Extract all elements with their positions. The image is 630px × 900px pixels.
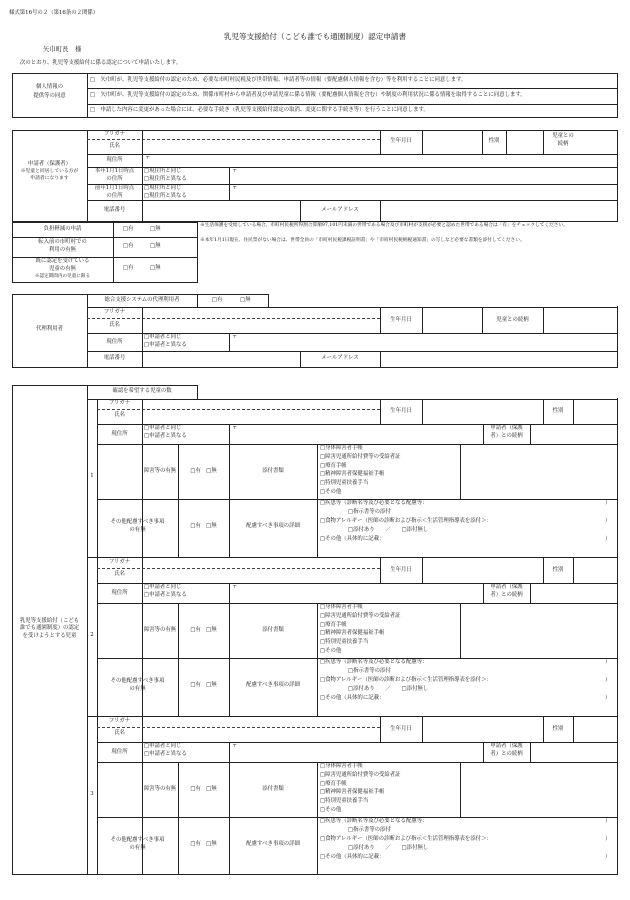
child-2-gender-label: 性別 bbox=[552, 567, 564, 573]
applicant-postal-mark: 〒 bbox=[145, 155, 151, 161]
proxy-phone-label: 電話番号 bbox=[103, 355, 126, 361]
child-3-doc-item[interactable]: □障害児通所給付費等の受給者証 bbox=[320, 771, 401, 778]
proxy-same-checkbox[interactable]: □申請者と同じ bbox=[144, 334, 182, 340]
children-label: 乳児等支援給付（こども 誰でも通園制度）の認定 を受けようとする児童 bbox=[19, 618, 80, 639]
consent-label: 個人情報の bbox=[36, 84, 63, 90]
child-3-doc-item[interactable]: □特別児童扶養手当 bbox=[320, 798, 369, 805]
child-1-relation-label: 申請者（保護 bbox=[490, 425, 523, 431]
child-2-furigana-label: フリガナ bbox=[108, 559, 131, 565]
child-3-same-checkbox[interactable]: □申請者と同じ bbox=[144, 743, 182, 749]
child-1-furigana-label: フリガナ bbox=[108, 400, 131, 406]
child-1-care-yesno[interactable]: □有 □無 bbox=[190, 523, 217, 529]
child-1-care-paren: ） bbox=[605, 518, 611, 524]
burden-no-checkbox[interactable]: □無 bbox=[150, 226, 161, 232]
consent-label-2: 提供等の同意 bbox=[33, 93, 66, 99]
applicant-name-label: 氏名 bbox=[109, 143, 120, 149]
child-3-diff-checkbox[interactable]: □申請者と異なる bbox=[144, 751, 187, 757]
child-3-gender-label: 性別 bbox=[552, 726, 564, 732]
page-title: 乳児等支援給付（こども誰でも通園制度）認定申請書 bbox=[223, 32, 407, 41]
child-2-address-label: 現住所 bbox=[111, 590, 128, 596]
child-3-disability-label: 障害等の有無 bbox=[143, 786, 177, 792]
child-2-doc-item[interactable]: □特別児童扶養手当 bbox=[320, 639, 369, 646]
prev-jan1-address-label-2: の住所 bbox=[106, 193, 123, 199]
child-3-doc-item[interactable]: □精神障害者保健福祉手帳 bbox=[320, 789, 385, 796]
applicant-label: 申請者（保護者） bbox=[27, 161, 72, 167]
applicant-furigana-label: フリガナ bbox=[103, 131, 126, 137]
child-2-name-label: 氏名 bbox=[114, 571, 125, 577]
proxy-name-label: 氏名 bbox=[109, 322, 120, 328]
child-1-diff-checkbox[interactable]: □申請者と異なる bbox=[144, 433, 187, 439]
child-3-care-details-label: 配慮すべき事項の詳細 bbox=[246, 841, 300, 847]
prev-jan1-postal-mark: 〒 bbox=[232, 185, 238, 191]
consent-item-3[interactable]: □ 申請した内容に変更があった場合には、必要な手続き（乳児等支援給付認定の取消、変更に関する手続き等）を行うことに同意します。 bbox=[90, 107, 429, 113]
child-3-care-instruction[interactable]: □指示書等の添付 bbox=[348, 827, 391, 833]
child-2-care-other[interactable]: □その他（具体的に記載： bbox=[320, 695, 385, 701]
child-2-care-paren: ） bbox=[605, 695, 611, 701]
applicant-address-label: 現住所 bbox=[106, 157, 123, 163]
child-1-care-allergy[interactable]: □食物アレルギー（医師の診断および指示＜生活管理指導表を添付＞： bbox=[320, 518, 492, 524]
child-1-doc-item[interactable]: □身体障害者手帳 bbox=[320, 445, 363, 451]
jan1-diff-checkbox[interactable]: □現住所と異なる bbox=[144, 176, 187, 182]
child-2-care-instruction[interactable]: □指示書等の添付 bbox=[348, 668, 391, 674]
child-1-doc-item[interactable]: □特別児童扶養手当 bbox=[320, 480, 369, 487]
already-label-2: 児童の有無 bbox=[49, 266, 76, 272]
child-3-doc-item[interactable]: □その他 bbox=[320, 807, 342, 813]
jan1-address-label-2: の住所 bbox=[106, 176, 123, 182]
child-2-care-label-2: の有無 bbox=[129, 686, 146, 692]
child-2-care-allergy[interactable]: □食物アレルギー（医師の診断および指示＜生活管理指導表を添付＞： bbox=[320, 677, 492, 683]
form-number: 様式第16号の２（第16条の２関係） bbox=[9, 10, 99, 16]
child-3-name-label: 氏名 bbox=[114, 730, 125, 736]
child-3-care-yesno[interactable]: □有 □無 bbox=[190, 841, 217, 847]
child-2-doc-item[interactable]: □療育手帳 bbox=[320, 621, 347, 628]
child-3-care-disease[interactable]: □疾患等（診断名等及び必要となる配慮等： bbox=[320, 818, 428, 824]
already-yes-checkbox[interactable]: □有 bbox=[123, 265, 134, 271]
child-3-relation-label-2: 者）との続柄 bbox=[490, 751, 523, 757]
child-2-same-checkbox[interactable]: □申請者と同じ bbox=[144, 584, 182, 590]
child-2-care-disease[interactable]: □疾患等（診断名等及び必要となる配慮等： bbox=[320, 659, 428, 665]
child-2-documents-label: 添付書類 bbox=[262, 627, 284, 633]
already-label: 既に認定を受けている bbox=[35, 258, 90, 264]
child-1-care-other[interactable]: □その他（具体的に記載： bbox=[320, 536, 385, 542]
child-2-number: 2 bbox=[90, 632, 94, 638]
proxy-no-checkbox[interactable]: □無 bbox=[240, 297, 251, 303]
burden-yes-checkbox[interactable]: □有 bbox=[123, 226, 134, 232]
proxy-email-label: メールアドレス bbox=[321, 355, 359, 361]
child-1-documents-label: 添付書類 bbox=[262, 468, 284, 474]
child-2-care-details-label: 配慮すべき事項の詳細 bbox=[246, 682, 300, 688]
transfer-label: 転入前の市町村での bbox=[38, 239, 87, 245]
child-3-postal-mark: 〒 bbox=[232, 743, 238, 749]
prev-jan1-address-label: 前年1月1日時点 bbox=[94, 185, 135, 191]
child-2-disability-label: 障害等の有無 bbox=[143, 627, 177, 633]
child-3-care-paren: ） bbox=[605, 818, 611, 824]
transfer-no-checkbox[interactable]: □無 bbox=[150, 243, 161, 249]
child-3-birthdate-label: 生年月日 bbox=[390, 726, 412, 732]
child-1-doc-item[interactable]: □療育手帳 bbox=[320, 462, 347, 469]
child-3-address-label: 現住所 bbox=[111, 749, 128, 755]
child-1-care-disease[interactable]: □疾患等（診断名等及び必要となる配慮等： bbox=[320, 500, 428, 506]
child-1-care-attach[interactable]: □添付あり ／ □添付無し bbox=[348, 527, 429, 533]
prev-jan1-diff-checkbox[interactable]: □現住所と異なる bbox=[144, 193, 187, 199]
child-2-doc-item[interactable]: □精神障害者保健福祉手帳 bbox=[320, 630, 385, 637]
child-1-care-label: その他配慮すべき事項 bbox=[110, 519, 165, 525]
jan1-address-label: 本年1月1日時点 bbox=[94, 168, 135, 174]
proxy-system-user-label: 総合支援システムの代理利用者 bbox=[104, 297, 180, 303]
residence-note: ※本年1月1日現在、住民票がない場合は、世帯全員の「市町村民税課税証明書」や「市町村民税納税通知書」の写しなど必要な書類を添付してください。 bbox=[200, 238, 525, 243]
applicant-phone-label: 電話番号 bbox=[103, 207, 126, 213]
proxy-postal-mark: 〒 bbox=[232, 334, 238, 340]
applicant-birthdate-label: 生年月日 bbox=[390, 138, 412, 144]
child-1-disability-yesno[interactable]: □有 □無 bbox=[190, 468, 217, 474]
applicant-relation-label-2: 続柄 bbox=[557, 141, 569, 147]
applicant-note: ※児童と同居している方が bbox=[20, 169, 79, 174]
jan1-same-checkbox[interactable]: □現住所と同じ bbox=[144, 168, 182, 174]
child-1-relation-label-2: 者）との続柄 bbox=[490, 433, 523, 439]
transfer-label-2: 利用の有無 bbox=[49, 247, 76, 253]
child-2-postal-mark: 〒 bbox=[232, 584, 238, 590]
burden-note: ※生活保護を受給している場合、市町村民税所得割合算額97,101円未満の世帯である場合及び市町村が支援が必要と認めた世帯である場合は「有」をチェックしてください。 bbox=[200, 223, 568, 228]
child-2-doc-item[interactable]: □その他 bbox=[320, 648, 342, 654]
child-3-doc-item[interactable]: □療育手帳 bbox=[320, 780, 347, 787]
transfer-yes-checkbox[interactable]: □有 bbox=[123, 243, 134, 249]
child-1-same-checkbox[interactable]: □申請者と同じ bbox=[144, 425, 182, 431]
proxy-yes-checkbox[interactable]: □有 bbox=[212, 297, 223, 303]
child-1-care-instruction[interactable]: □指示書等の添付 bbox=[348, 509, 391, 515]
proxy-relation-label: 児童との続柄 bbox=[496, 317, 529, 323]
child-3-care-label: その他配慮すべき事項 bbox=[110, 837, 165, 843]
child-3-doc-item[interactable]: □身体障害者手帳 bbox=[320, 763, 363, 769]
child-1-gender-label: 性別 bbox=[552, 408, 564, 414]
applicant-note-2: 申請者になります bbox=[30, 176, 69, 181]
proxy-diff-checkbox[interactable]: □申請者と異なる bbox=[144, 342, 187, 348]
child-1-doc-item[interactable]: □その他 bbox=[320, 489, 342, 495]
child-3-relation-label: 申請者（保護 bbox=[490, 743, 523, 749]
consent-item-2[interactable]: □ 矢巾町が、乳児等支援給付の認定のため、関係市町村から申請者及び申請児童に係る情報（要配慮個人情報を含む）や制度の利用状況に係る情報を取得することに同意します。 bbox=[90, 92, 526, 98]
child-3-documents-label: 添付書類 bbox=[262, 786, 284, 792]
child-3-care-paren: ） bbox=[605, 836, 611, 842]
child-2-care-paren: ） bbox=[605, 659, 611, 665]
child-2-relation-label-2: 者）との続柄 bbox=[490, 592, 523, 598]
child-3-disability-yesno[interactable]: □有 □無 bbox=[190, 786, 217, 792]
child-1-care-paren: ） bbox=[605, 536, 611, 542]
applicant-relation-label: 児童との bbox=[552, 133, 574, 139]
jan1-postal-mark: 〒 bbox=[232, 168, 238, 174]
child-1-care-details-label: 配慮すべき事項の詳細 bbox=[246, 523, 300, 529]
applicant-gender-label: 性別 bbox=[488, 138, 500, 144]
child-3-care-other[interactable]: □その他（具体的に記載： bbox=[320, 854, 385, 860]
child-3-care-attach[interactable]: □添付あり ／ □添付無し bbox=[348, 845, 429, 851]
child-2-care-paren: ） bbox=[605, 677, 611, 683]
consent-item-1[interactable]: □ 矢巾町が、乳児等支援給付の認定のため、必要な市町村民税及び世帯情報、申請者等の情報（要配慮個人情報を含む）等を利用することに同意します。 bbox=[90, 77, 467, 83]
proxy-address-label: 現住所 bbox=[106, 339, 123, 345]
child-2-care-attach[interactable]: □添付あり ／ □添付無し bbox=[348, 686, 429, 692]
child-3-care-paren: ） bbox=[605, 854, 611, 860]
applicant-email-label: メールアドレス bbox=[321, 207, 359, 213]
child-3-furigana-label: フリガナ bbox=[108, 718, 131, 724]
child-3-care-allergy[interactable]: □食物アレルギー（医師の診断および指示＜生活管理指導表を添付＞： bbox=[320, 836, 492, 842]
child-2-disability-yesno[interactable]: □有 □無 bbox=[190, 627, 217, 633]
child-2-doc-item[interactable]: □身体障害者手帳 bbox=[320, 604, 363, 610]
proxy-furigana-label: フリガナ bbox=[103, 309, 126, 315]
proxy-birthdate-label: 生年月日 bbox=[390, 317, 412, 323]
addressee: 矢巾町長 様 bbox=[43, 45, 82, 53]
child-1-care-label-2: の有無 bbox=[129, 527, 146, 533]
child-1-address-label: 現住所 bbox=[111, 431, 128, 437]
intro-text: 次のとおり、乳児等支援給付に係る認定について申請いたします。 bbox=[20, 60, 182, 66]
already-note: ※認定期間内の児童に限る bbox=[34, 274, 91, 279]
child-2-care-label: その他配慮すべき事項 bbox=[110, 678, 165, 684]
child-1-number: 1 bbox=[90, 473, 94, 479]
child-2-relation-label: 申請者（保護 bbox=[490, 584, 523, 590]
child-2-care-yesno[interactable]: □有 □無 bbox=[190, 682, 217, 688]
child-3-number: 3 bbox=[90, 791, 94, 797]
child-2-diff-checkbox[interactable]: □申請者と異なる bbox=[144, 592, 187, 598]
child-1-name-label: 氏名 bbox=[114, 412, 125, 418]
already-no-checkbox[interactable]: □無 bbox=[150, 265, 161, 271]
child-count-label: 確認を希望する児童の数 bbox=[112, 388, 172, 394]
proxy-label: 代理利用者 bbox=[36, 326, 63, 332]
prev-jan1-same-checkbox[interactable]: □現住所と同じ bbox=[144, 185, 182, 191]
child-2-doc-item[interactable]: □障害児通所給付費等の受給者証 bbox=[320, 612, 401, 619]
child-1-care-paren: ） bbox=[605, 500, 611, 506]
child-3-care-label-2: の有無 bbox=[129, 845, 146, 851]
child-1-disability-label: 障害等の有無 bbox=[143, 468, 177, 474]
child-2-birthdate-label: 生年月日 bbox=[390, 567, 412, 573]
child-1-birthdate-label: 生年月日 bbox=[390, 408, 412, 414]
child-1-doc-item[interactable]: □障害児通所給付費等の受給者証 bbox=[320, 453, 401, 460]
child-1-postal-mark: 〒 bbox=[232, 425, 238, 431]
burden-reduction-label: 負担軽減の申請 bbox=[43, 226, 82, 232]
child-1-doc-item[interactable]: □精神障害者保健福祉手帳 bbox=[320, 471, 385, 478]
